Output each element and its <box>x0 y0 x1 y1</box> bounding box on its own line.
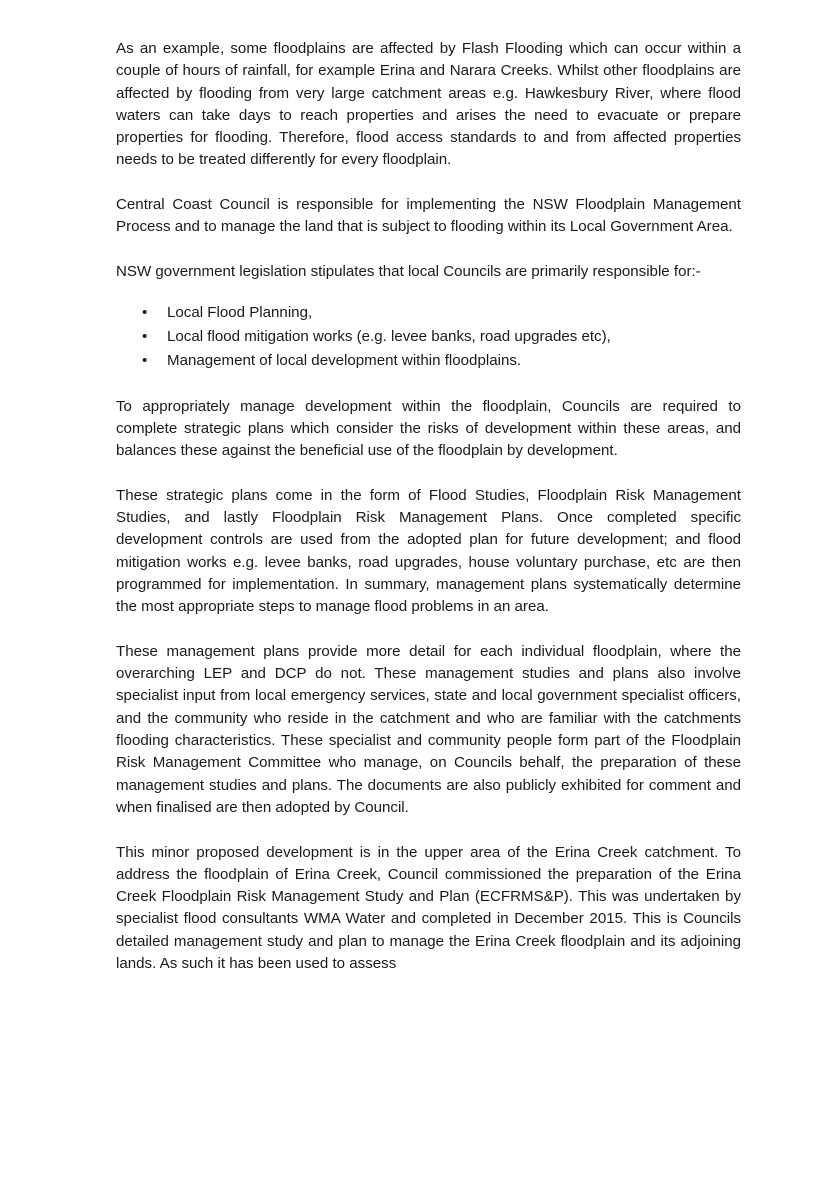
list-item-text: Management of local development within floodplains. <box>167 352 522 370</box>
list-item-text: Local flood mitigation works (e.g. levee banks, road upgrades etc), <box>167 328 611 346</box>
paragraph-legislation: NSW government legislation stipulates that local Councils are primarily responsible for:- <box>116 262 701 280</box>
responsibility-list <box>116 301 741 373</box>
paragraph-strategic-plans-intro: To appropriately manage development within the floodplain, Councils are required to complete strategic plans which consider the risks of development within these areas, and balances these against the beneficial use of the floodplain by development. <box>116 397 741 460</box>
list-item <box>116 325 741 349</box>
document-page <box>116 38 741 998</box>
list-item <box>116 301 741 325</box>
paragraph-flash-flooding: As an example, some floodplains are affected by Flash Flooding which can occur within a couple of hours of rainfall, for example Erina and Narara Creeks. Whilst other floodplains are affected by flooding from very large catchment areas e.g. Hawkesbury River, where flood waters can take days to reach properties and arises the need to evacuate or prepare properties for flooding. Therefore, flood access standards to and from affected properties needs to be treated differently for every floodplain. <box>116 40 741 169</box>
bullet-icon: • <box>142 352 148 370</box>
list-item <box>116 349 741 373</box>
paragraph-council-responsibility: Central Coast Council is responsible for implementing the NSW Floodplain Management Process and to manage the land that is subject to flooding within its Local Government Area. <box>116 196 741 236</box>
paragraph-proposed-development: This minor proposed development is in the upper area of the Erina Creek catchment. To address the floodplain of Erina Creek, Council commissioned the preparation of the Erina Creek Floodplain Risk Management Study and Plan (ECFRMS&P). This was undertaken by specialist flood consultants WMA Water and completed in December 2015. This is Councils detailed management study and plan to manage the Erina Creek floodplain and its adjoining lands. As such it has been used to assess <box>116 843 741 972</box>
list-item-text: Local Flood Planning, <box>167 304 313 322</box>
paragraph-strategic-plans: These strategic plans come in the form of Flood Studies, Floodplain Risk Management Studies, and lastly Floodplain Risk Management Plans. Once completed specific development controls are used from the adopted plan for future development; and flood mitigation works e.g. levee banks, road upgrades, house voluntary purchase, etc are then programmed for implementation. In summary, management plans systematically determine the most appropriate steps to manage flood problems in an area. <box>116 486 741 616</box>
paragraph-management-plans: These management plans provide more detail for each individual floodplain, where the overarching LEP and DCP do not. These management studies and plans also involve specialist input from local emergency services, state and local government specialist officers, and the community who reside in the catchment and who are familiar with the catchments flooding characteristics. These specialist and community people form part of the Floodplain Risk Management Committee who manage, on Councils behalf, the preparation of these management studies and plans. The documents are also publicly exhibited for comment and when finalised are then adopted by Council. <box>116 642 741 816</box>
bullet-icon: • <box>142 328 148 346</box>
bullet-icon: • <box>142 304 148 322</box>
